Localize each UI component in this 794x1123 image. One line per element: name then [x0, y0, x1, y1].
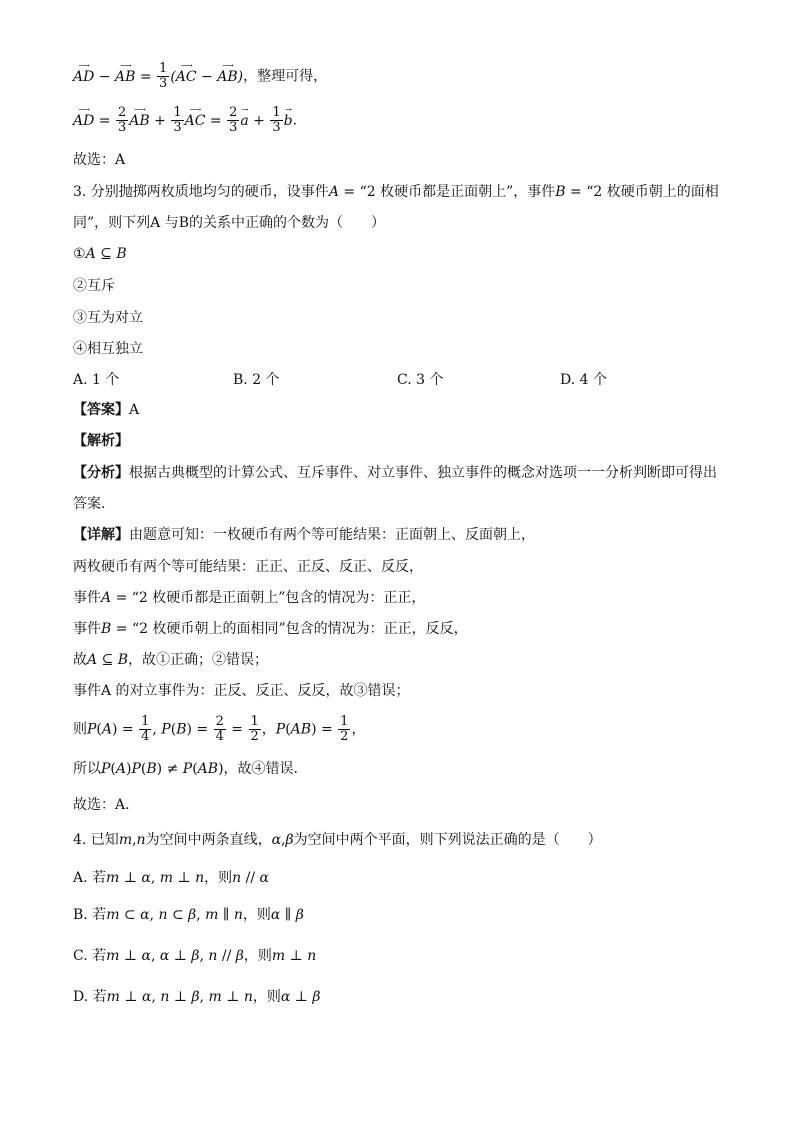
q3-answer: 【答案】A: [73, 402, 140, 418]
prev-final-answer: 故选：A: [73, 152, 126, 168]
q3-detail-line-3: 事件A = “2 枚硬币都是正面朝上”包含的情况为：正正，: [73, 590, 426, 606]
q3-item-2: ②互斥: [73, 278, 115, 294]
vector-equation-line-2: AD ⟶ = $\frac{2}{3}$ AB ⟶ + $\frac{1}{3}$ AC ⟶ = $\frac{2}{3}$ a → + $\frac{1}{3}$ b → .: [73, 104, 298, 135]
vector-equation-line-1: AD ⟶ − AB ⟶ = $\frac{1}{3}$ (AC ⟶ − AB ⟶ )，整理可得，: [73, 60, 328, 91]
q4-stem: 4. 已知m,n为空间中两条直线，α,β为空间中两个平面，则下列说法正确的是（ ）: [73, 832, 602, 848]
q3-option-a: A. 1 个: [73, 372, 120, 388]
q3-stem-line-1: 3. 分别抛掷两枚质地均匀的硬币，设事件A = “2 枚硬币都是正面朝上”，事件B = “2 枚硬币朝上的面相: [73, 184, 719, 200]
q3-item-3: ③互为对立: [73, 310, 143, 326]
q3-stem-line-2: 同”，则下列A 与B的关系中正确的个数为（ ）: [73, 215, 386, 231]
q4-option-c: C. 若m ⊥ α, α ⊥ β, n // β，则m ⊥ n: [73, 948, 317, 964]
q3-option-d: D. 4 个: [560, 372, 607, 388]
q3-final-answer: 故选：A.: [73, 797, 130, 813]
q3-detail-line-4: 事件B = “2 枚硬币朝上的面相同”包含的情况为：正正，反反，: [73, 621, 468, 637]
q3-fenxi-line-1: 【分析】根据古典概型的计算公式、互斥事件、对立事件、独立事件的概念对选项一一分析判断即可得出: [73, 465, 717, 481]
q4-option-d: D. 若m ⊥ α, n ⊥ β, m ⊥ n，则α ⊥ β: [73, 989, 321, 1005]
q3-detail-line-1: 【详解】由题意可知：一枚硬币有两个等可能结果：正面朝上、反面朝上，: [73, 527, 535, 543]
q3-item-4: ④相互独立: [73, 341, 143, 357]
q4-option-a: A. 若m ⊥ α, m ⊥ n，则n // α: [73, 870, 269, 886]
q4-option-b: B. 若m ⊂ α, n ⊂ β, m ∥ n，则α ∥ β: [73, 907, 304, 923]
q3-detail-line-6: 事件A 的对立事件为：正反、反正、反反，故③错误；: [73, 683, 410, 699]
q3-fenxi-line-2: 答案.: [73, 496, 106, 512]
q3-detail-line-5: 故A ⊆ B，故①正确；②错误；: [73, 652, 269, 668]
q3-probability-line: 则P(A) = $\frac{1}{4}$ , P(B) = $\frac{2}{4}$ = $\frac{1}{2}$ ，P(AB) = $\frac{1}{2}$ ，: [73, 714, 366, 744]
q3-item-1: ①A ⊆ B: [73, 246, 127, 262]
q3-detail-line-8: 所以P(A)P(B) ≠ P(AB)，故④错误.: [73, 761, 298, 777]
q3-detail-line-2: 两枚硬币有两个等可能结果：正正、正反、反正、反反，: [73, 559, 423, 575]
q3-option-c: C. 3 个: [397, 372, 444, 388]
q3-analysis-label: 【解析】: [73, 433, 129, 449]
q3-option-b: B. 2 个: [233, 372, 280, 388]
